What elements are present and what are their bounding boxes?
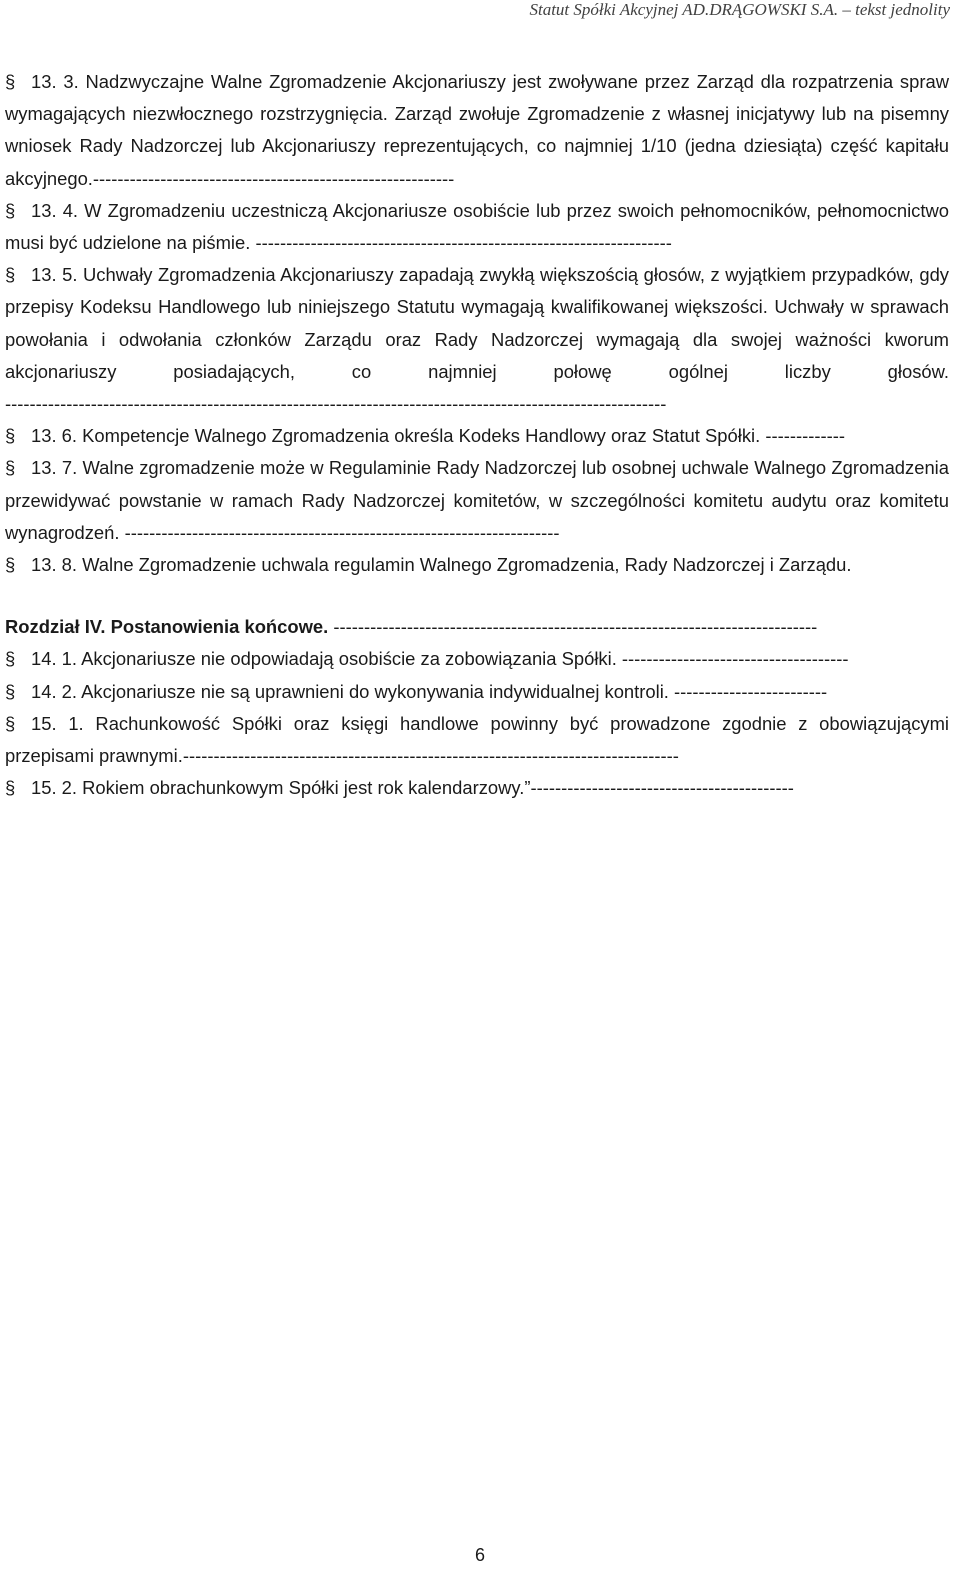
page-number: 6: [474, 1545, 485, 1565]
dash-filler: -------------------------------------------: [530, 777, 794, 799]
section-symbol: §: [5, 71, 16, 92]
dash-filler: -------------: [765, 425, 845, 447]
section-symbol: §: [5, 457, 16, 479]
paragraph-13-8: [5, 549, 949, 581]
paragraph-13-4: [5, 195, 949, 259]
paragraph-text: 13. 5. Uchwały Zgromadzenia Akcjonariuszy zapadają zwykłą większością głosów, z wyjątkiem przypadków, gdy przepisy Kodeksu Handlowego lub niniejszego Statutu wymagają kwalifikowanej większości. Uchwały w sprawach powołania i odwołania członków Zarządu oraz Rady Nadzorczej wymagają dla swojej ważności kworum akcjonariuszy posiadających, co najmniej połowę ogólnej liczby głosów.: [5, 264, 949, 382]
paragraph-13-6: [5, 420, 949, 452]
dash-filler: -------------------------------------------------------------------------------: [328, 616, 818, 638]
paragraph-14-1: [5, 643, 949, 675]
paragraph-text: 14. 2. Akcjonariusze nie są uprawnieni do wykonywania indywidualnej kontroli.: [31, 680, 675, 702]
dash-filler: -------------------------------------: [621, 648, 849, 670]
paragraph-text: 13. 4. W Zgromadzeniu uczestniczą Akcjonariusze osobiście lub przez swoich pełnomocników, pełnomocnictwo musi być udzielone na piśmie.: [5, 199, 949, 254]
section-symbol: §: [5, 648, 16, 670]
paragraph-text: 13. 3. Nadzwyczajne Walne Zgromadzenie Akcjonariuszy jest zwoływane przez Zarząd dla rozpatrzenia spraw wymagających niezwłocznego rozstrzygnięcia. Zarząd zwołuje Zgromadzenie z własnej inicjatywy lub na pisemny wniosek Rady Nadzorczej lub Akcjonariuszy reprezentujących, co najmniej 1/10 (jedna dziesiąta) część kapitału akcyjnego.: [5, 71, 949, 189]
paragraph-text: 13. 7. Walne zgromadzenie może w Regulaminie Rady Nadzorczej lub osobnej uchwale Walnego Zgromadzenia przewidywać powstanie w ramach Rady Nadzorczej komitetów, w szczególności komitetu audytu oraz komitetu wynagrodzeń.: [5, 457, 949, 543]
chapter-title: Rozdział IV. Postanowienia końcowe.: [5, 616, 329, 638]
paragraph-text: 14. 1. Akcjonariusze nie odpowiadają osobiście za zobowiązania Spółki.: [31, 648, 622, 670]
section-symbol: §: [5, 712, 16, 734]
section-symbol: §: [5, 425, 16, 447]
paragraph-15-2: [5, 772, 949, 804]
dash-filler: --------------------------------------------------------------------: [255, 232, 672, 254]
document-body: [5, 66, 949, 804]
paragraph-13-5: [5, 259, 949, 420]
document-header: Statut Spółki Akcyjnej AD.DRĄGOWSKI S.A. – tekst jednolity: [529, 0, 950, 19]
paragraph-14-2: [5, 676, 949, 708]
dash-filler: ------------------------------------------------------------------------------------------------------------: [5, 393, 667, 415]
dash-filler: ---------------------------------------------------------------------------------: [182, 745, 679, 767]
section-symbol: §: [5, 554, 16, 576]
section-symbol: §: [5, 264, 16, 286]
section-symbol: §: [5, 777, 16, 799]
paragraph-13-3: [5, 66, 949, 195]
section-symbol: §: [5, 680, 16, 702]
dash-filler: -----------------------------------------------------------: [92, 167, 455, 189]
paragraph-15-1: [5, 708, 949, 772]
paragraph-text: 15. 2. Rokiem obrachunkowym Spółki jest rok kalendarzowy.”: [31, 777, 531, 799]
paragraph-text: 13. 8. Walne Zgromadzenie uchwala regulamin Walnego Zgromadzenia, Rady Nadzorczej i Zarządu.: [31, 554, 852, 576]
paragraph-13-7: [5, 452, 949, 549]
paragraph-text: 13. 6. Kompetencje Walnego Zgromadzenia określa Kodeks Handlowy oraz Statut Spółki.: [31, 425, 766, 447]
dash-filler: -------------------------: [674, 680, 828, 702]
paragraph-text: 15. 1. Rachunkowość Spółki oraz księgi handlowe powinny być prowadzone zgodnie z obowiązującymi przepisami prawnymi.: [5, 712, 949, 767]
chapter-heading: [5, 611, 949, 643]
section-symbol: §: [5, 199, 16, 221]
dash-filler: -----------------------------------------------------------------------: [124, 521, 560, 543]
